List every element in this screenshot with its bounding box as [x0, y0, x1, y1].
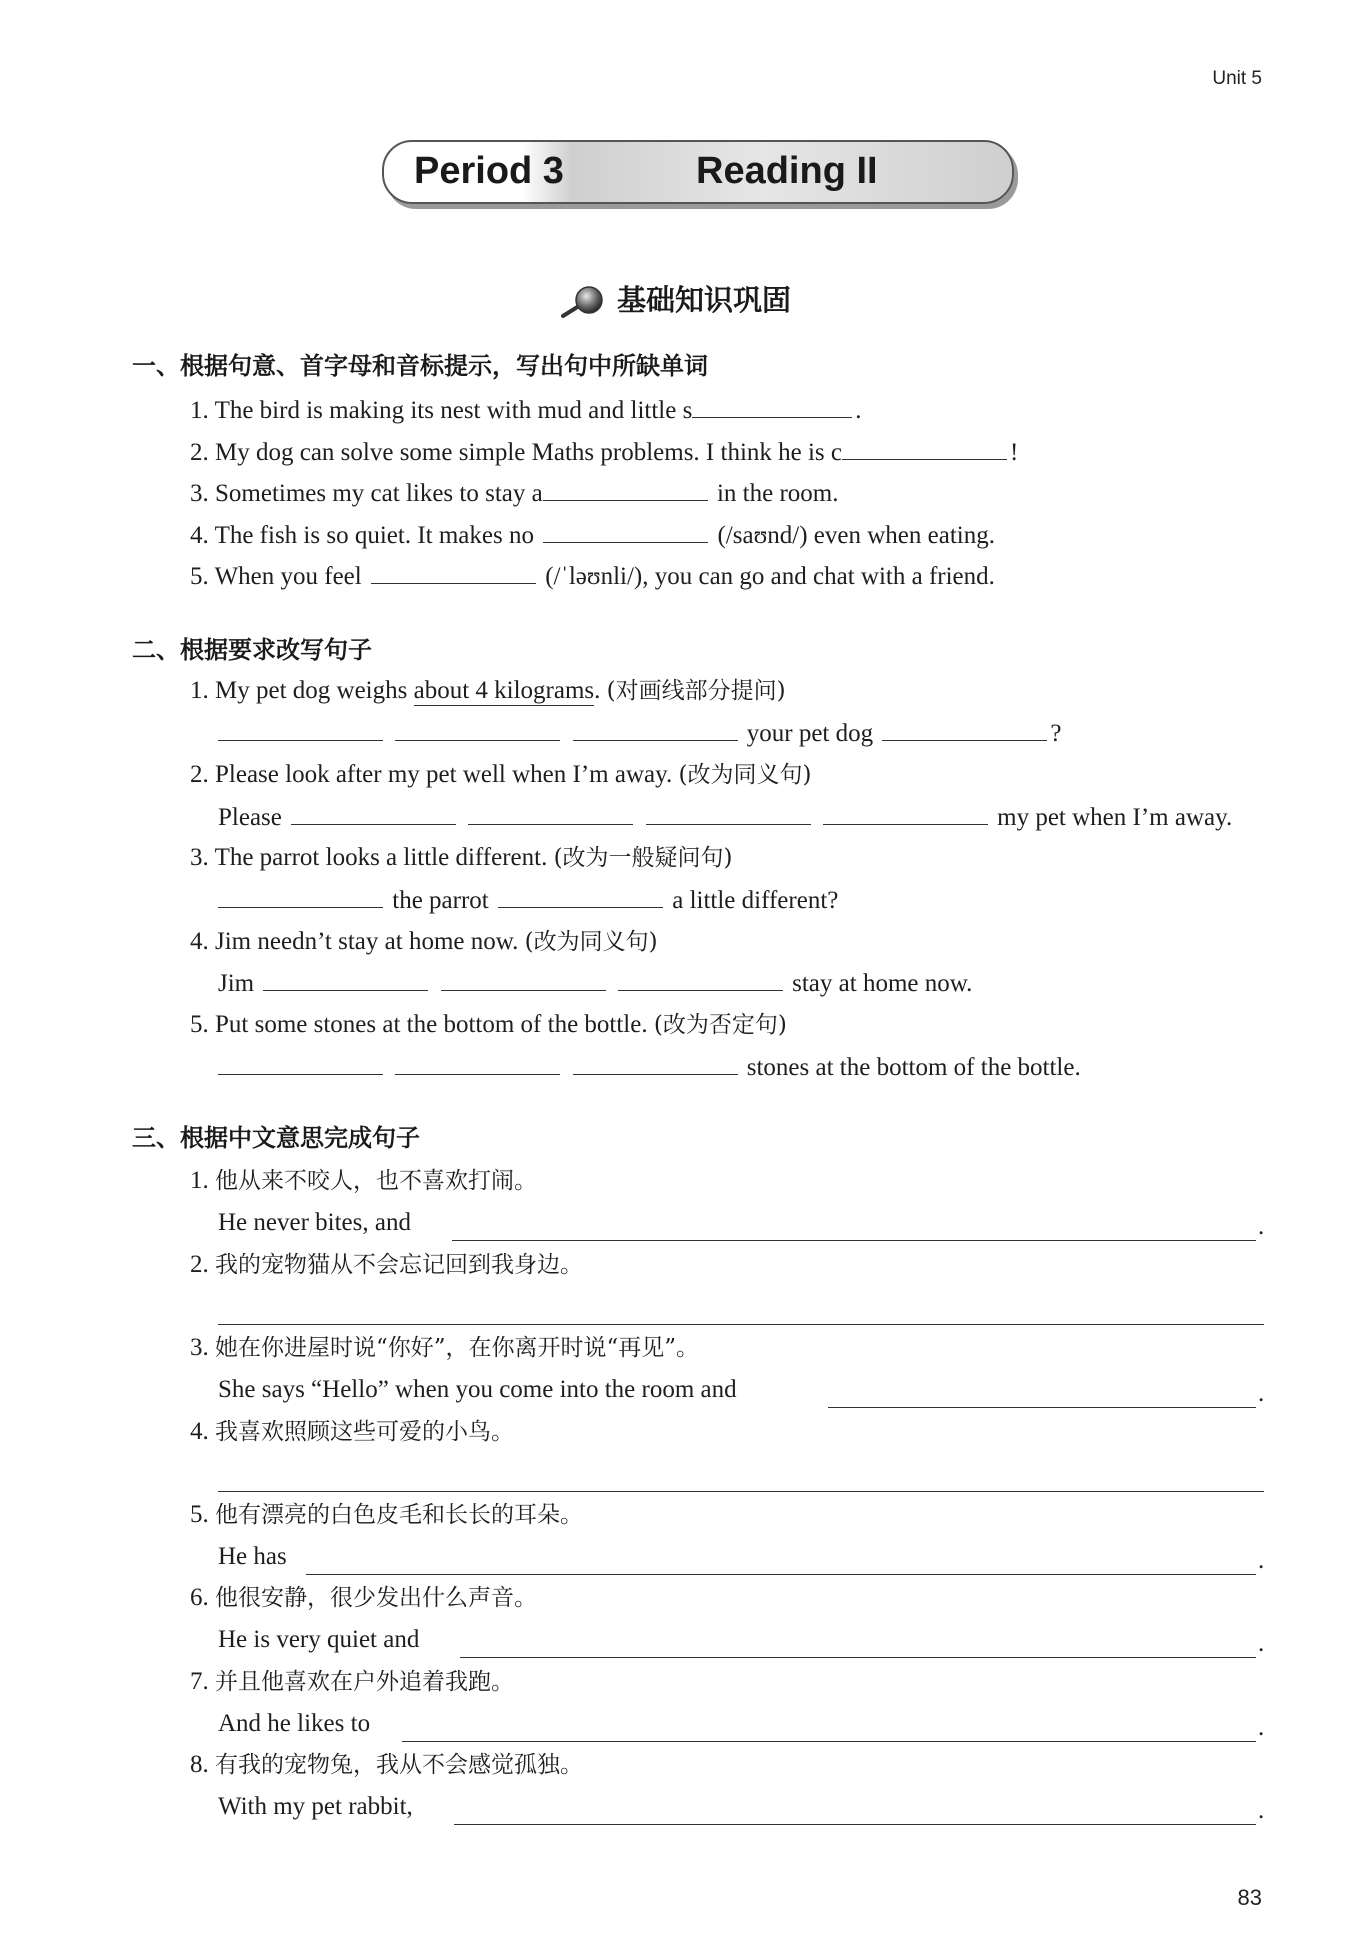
item-text: .	[594, 677, 607, 704]
answer-blank[interactable]	[573, 1052, 738, 1075]
p2-answer-1	[218, 718, 1061, 750]
item-number: 5.	[190, 563, 209, 590]
answer-line[interactable]	[452, 1240, 1256, 1241]
chinese-prompt: 我喜欢照顾这些可爱的小鸟。	[215, 1419, 514, 1445]
answer-blank[interactable]	[263, 968, 428, 991]
unit-label: Unit 5	[1212, 68, 1262, 89]
answer-text: ?	[1050, 720, 1062, 747]
answer-blank[interactable]	[291, 802, 456, 825]
page-number: 83	[1237, 1885, 1262, 1910]
answer-blank[interactable]	[842, 437, 1007, 460]
p3-item-5	[190, 1500, 583, 1532]
p3-item-1	[190, 1166, 537, 1198]
item-number: 7.	[190, 1668, 209, 1695]
part2-heading: 二、根据要求改写句子	[132, 636, 372, 664]
p1-item-4	[190, 520, 995, 552]
answer-line[interactable]	[828, 1407, 1256, 1408]
item-number: 2.	[190, 1251, 209, 1278]
chinese-prompt: 她在你进屋时说“你好”，在你离开时说“再见”。	[215, 1335, 700, 1361]
item-number: 2.	[190, 761, 209, 788]
item-number: 1.	[190, 1167, 209, 1194]
answer-blank[interactable]	[823, 802, 988, 825]
answer-blank[interactable]	[218, 718, 383, 741]
answer-blank[interactable]	[218, 885, 383, 908]
end-period: .	[1258, 1797, 1265, 1824]
p3-en-5: He has	[218, 1543, 287, 1570]
item-text-end: !	[1010, 439, 1019, 466]
topic-label: Reading II	[696, 150, 878, 192]
p2-answer-4	[218, 968, 972, 1000]
item-text: When you feel	[214, 563, 362, 590]
answer-blank[interactable]	[441, 968, 606, 991]
item-text-end: .	[855, 397, 862, 424]
answer-line[interactable]	[454, 1824, 1256, 1825]
answer-text: Jim	[218, 970, 255, 997]
item-number: 8.	[190, 1751, 209, 1778]
item-number: 2.	[190, 439, 209, 466]
answer-line[interactable]	[402, 1741, 1256, 1742]
chinese-prompt: 他很安静，很少发出什么声音。	[215, 1585, 537, 1611]
p2-answer-5	[218, 1052, 1081, 1084]
p2-answer-3	[218, 885, 838, 917]
item-number: 4.	[190, 522, 209, 549]
answer-blank[interactable]	[543, 520, 708, 543]
end-period: .	[1258, 1630, 1265, 1657]
underlined-phrase: about 4 kilograms	[413, 677, 595, 704]
item-number: 3.	[190, 480, 209, 507]
answer-text: stones at the bottom of the bottle.	[746, 1054, 1081, 1081]
p3-en-1: He never bites, and	[218, 1209, 411, 1236]
item-text: Jim needn’t stay at home now.	[215, 928, 525, 955]
instruction: (改为否定句)	[653, 1012, 787, 1038]
answer-text: Please	[218, 804, 282, 831]
end-period: .	[1258, 1380, 1265, 1407]
answer-blank[interactable]	[573, 718, 738, 741]
chinese-prompt: 他有漂亮的白色皮毛和长长的耳朵。	[215, 1502, 583, 1528]
p3-en-3: She says “Hello” when you come into the room and	[218, 1376, 737, 1403]
answer-blank[interactable]	[395, 718, 560, 741]
p2-item-5	[190, 1010, 787, 1042]
end-period: .	[1258, 1714, 1265, 1741]
p3-item-3	[190, 1333, 699, 1365]
section-title	[0, 278, 1350, 320]
item-text: Put some stones at the bottom of the bottle.	[215, 1011, 654, 1038]
item-text: My pet dog weighs	[215, 677, 414, 704]
answer-blank[interactable]	[646, 802, 811, 825]
item-text: The parrot looks a little different.	[214, 844, 554, 871]
answer-line[interactable]	[460, 1657, 1256, 1658]
answer-blank[interactable]	[218, 1052, 383, 1075]
answer-text: your pet dog	[746, 720, 874, 747]
chinese-prompt: 有我的宠物兔，我从不会感觉孤独。	[215, 1752, 583, 1778]
magnifier-icon	[559, 284, 607, 320]
end-period: .	[1258, 1213, 1265, 1240]
item-text-end: in the room.	[716, 480, 839, 507]
answer-blank[interactable]	[543, 478, 708, 501]
chinese-prompt: 并且他喜欢在户外追着我跑。	[215, 1669, 514, 1695]
item-text: The fish is so quiet. It makes no	[214, 522, 534, 549]
chinese-prompt: 他从来不咬人，也不喜欢打闹。	[215, 1168, 537, 1194]
answer-text: a little different?	[672, 887, 839, 914]
answer-blank[interactable]	[371, 561, 536, 584]
period-label: Period 3	[414, 150, 564, 192]
item-number: 6.	[190, 1584, 209, 1611]
item-number: 3.	[190, 1334, 209, 1361]
item-text: My dog can solve some simple Maths problems. I think he is c	[215, 439, 843, 466]
answer-blank[interactable]	[468, 802, 633, 825]
p3-item-6	[190, 1583, 537, 1615]
answer-blank[interactable]	[498, 885, 663, 908]
item-number: 3.	[190, 844, 209, 871]
item-text-end: (/ˈləʊnli/), you can go and chat with a friend.	[545, 563, 995, 590]
instruction: (改为同义句)	[678, 762, 812, 788]
p3-item-2	[190, 1250, 583, 1282]
instruction: (对画线部分提问)	[606, 678, 786, 704]
answer-blank[interactable]	[692, 395, 852, 418]
p3-item-4	[190, 1417, 514, 1449]
part3-heading: 三、根据中文意思完成句子	[132, 1124, 420, 1152]
item-text: The bird is making its nest with mud and little s	[214, 397, 693, 424]
answer-line[interactable]	[218, 1324, 1264, 1325]
instruction: (改为一般疑问句)	[553, 845, 733, 871]
answer-blank[interactable]	[882, 718, 1047, 741]
p3-en-6: He is very quiet and	[218, 1626, 420, 1653]
p1-item-3	[190, 478, 839, 510]
answer-line[interactable]	[306, 1574, 1256, 1575]
p2-item-2	[190, 760, 811, 792]
item-text: Sometimes my cat likes to stay a	[215, 480, 543, 507]
p3-item-8	[190, 1750, 583, 1782]
item-text-end: (/saʊnd/) even when eating.	[717, 522, 995, 549]
p2-item-3	[190, 843, 733, 875]
answer-blank[interactable]	[395, 1052, 560, 1075]
item-number: 5.	[190, 1011, 209, 1038]
period-banner	[382, 140, 1014, 204]
item-number: 4.	[190, 1418, 209, 1445]
section-title-text: 基础知识巩固	[616, 283, 791, 317]
end-period: .	[1258, 1547, 1265, 1574]
part1-heading: 一、根据句意、首字母和音标提示，写出句中所缺单词	[132, 352, 708, 380]
answer-text: the parrot	[392, 887, 489, 914]
p2-item-4	[190, 927, 658, 959]
p1-item-5	[190, 561, 995, 593]
answer-blank[interactable]	[618, 968, 783, 991]
p2-answer-2	[218, 802, 1232, 834]
item-text: Please look after my pet well when I’m away.	[215, 761, 679, 788]
answer-text: my pet when I’m away.	[997, 804, 1233, 831]
p2-item-1	[190, 676, 786, 708]
item-number: 1.	[190, 397, 209, 424]
p1-item-2	[190, 437, 1018, 469]
instruction: (改为同义句)	[524, 929, 658, 955]
item-number: 5.	[190, 1501, 209, 1528]
p1-item-1	[190, 395, 862, 427]
answer-line[interactable]	[218, 1491, 1264, 1492]
chinese-prompt: 我的宠物猫从不会忘记回到我身边。	[215, 1252, 583, 1278]
item-number: 4.	[190, 928, 209, 955]
answer-text: stay at home now.	[792, 970, 973, 997]
p3-item-7	[190, 1667, 514, 1699]
item-number: 1.	[190, 677, 209, 704]
p3-en-7: And he likes to	[218, 1710, 371, 1737]
p3-en-8: With my pet rabbit,	[218, 1793, 413, 1820]
